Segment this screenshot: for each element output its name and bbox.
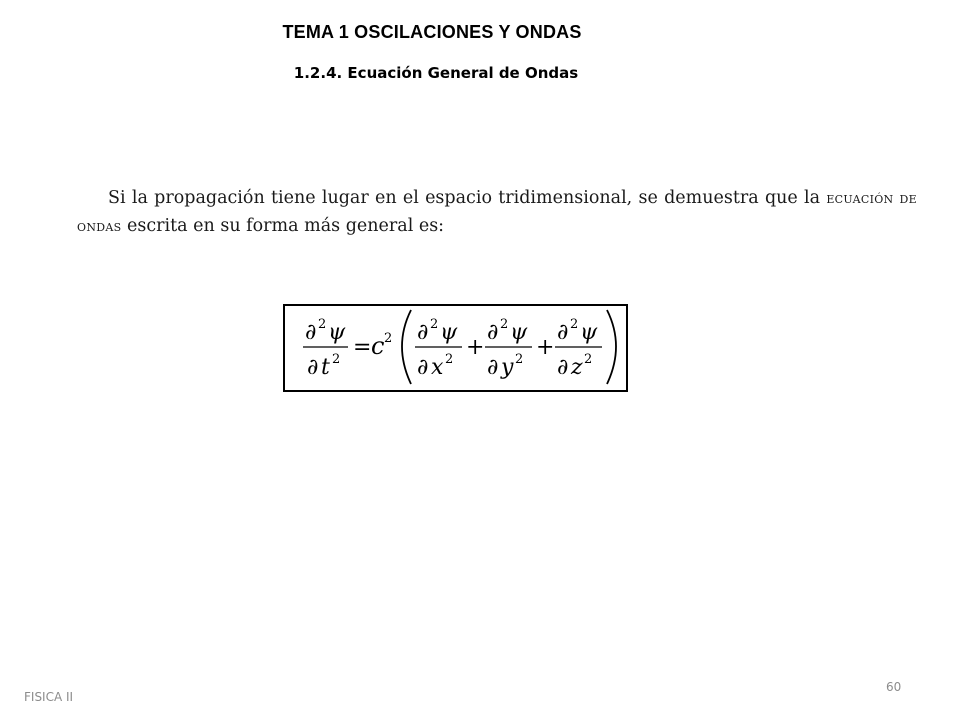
z-num-partial: ∂ bbox=[557, 320, 569, 345]
y-term-fraction bbox=[485, 317, 532, 380]
y-den-partial: ∂ bbox=[487, 355, 499, 380]
lhs-fraction bbox=[303, 317, 348, 380]
z-den-var: z bbox=[571, 355, 583, 380]
wave-equation bbox=[285, 306, 626, 390]
z-term-fraction bbox=[555, 317, 602, 380]
lhs-num-exponent: 2 bbox=[318, 317, 327, 332]
right-big-paren bbox=[607, 310, 616, 384]
body-line-1 bbox=[77, 184, 917, 212]
wave-speed-c: c bbox=[371, 332, 385, 360]
plus-sign-1: + bbox=[466, 335, 485, 360]
term-ecuacion-de: ecuación de bbox=[826, 188, 917, 207]
y-num-psi: ψ bbox=[510, 320, 528, 345]
z-num-psi: ψ bbox=[580, 320, 598, 345]
x-den-exponent: 2 bbox=[445, 352, 454, 367]
y-num-exponent: 2 bbox=[500, 317, 509, 332]
y-den-var: y bbox=[501, 355, 514, 380]
z-den-exponent: 2 bbox=[584, 352, 593, 367]
page-number: 60 bbox=[886, 680, 902, 694]
y-den-exponent: 2 bbox=[515, 352, 524, 367]
lhs-num-partial: ∂ bbox=[305, 320, 317, 345]
y-num-partial: ∂ bbox=[487, 320, 499, 345]
body-text-part2: escrita en su forma más general es: bbox=[127, 216, 445, 236]
x-term-fraction bbox=[415, 317, 462, 380]
term-ondas: ondas bbox=[77, 216, 122, 235]
slide-title: TEMA 1 OSCILACIONES Y ONDAS bbox=[282, 22, 582, 42]
lhs-den-exponent: 2 bbox=[332, 352, 341, 367]
plus-sign-2: + bbox=[536, 335, 555, 360]
x-den-var: x bbox=[431, 355, 444, 380]
x-num-partial: ∂ bbox=[417, 320, 429, 345]
wave-equation-box bbox=[283, 304, 628, 392]
z-num-exponent: 2 bbox=[570, 317, 579, 332]
left-big-paren bbox=[402, 310, 411, 384]
z-den-partial: ∂ bbox=[557, 355, 569, 380]
body-paragraph bbox=[77, 184, 917, 240]
body-text-part1: Si la propagación tiene lugar en el espacio tridimensional, se demuestra que la bbox=[108, 188, 821, 208]
x-num-exponent: 2 bbox=[430, 317, 439, 332]
lhs-num-psi: ψ bbox=[328, 320, 346, 345]
speed-exponent: 2 bbox=[384, 331, 393, 346]
lhs-den-var: t bbox=[321, 355, 330, 380]
footer-course-label: FISICA II bbox=[24, 690, 74, 704]
x-num-psi: ψ bbox=[440, 320, 458, 345]
x-den-partial: ∂ bbox=[417, 355, 429, 380]
lhs-den-partial: ∂ bbox=[307, 355, 319, 380]
equals-sign: = bbox=[353, 335, 372, 360]
slide-subtitle: 1.2.4. Ecuación General de Ondas bbox=[293, 64, 579, 82]
